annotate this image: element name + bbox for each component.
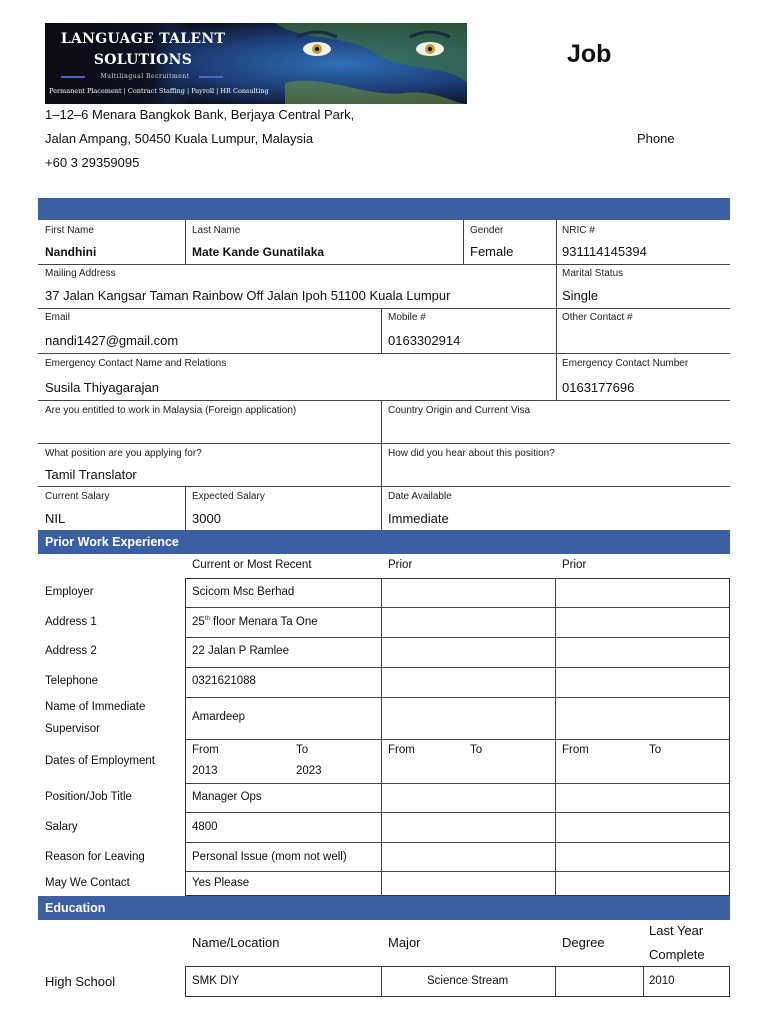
from-label-prior2: From xyxy=(562,744,589,756)
high-school-name[interactable]: SMK DIY xyxy=(192,975,240,987)
mailing-address-value[interactable]: 37 Jalan Kangsar Taman Rainbow Off Jalan Ipoh 51100 Kuala Lumpur xyxy=(45,288,451,303)
heard-about-label: How did you hear about this position? xyxy=(388,448,555,459)
divider xyxy=(185,637,730,638)
gender-value[interactable]: Female xyxy=(470,244,514,259)
document-title: Job xyxy=(567,40,612,68)
first-name-value[interactable]: Nandhini xyxy=(45,245,97,259)
address1-ordinal: th xyxy=(204,616,210,623)
divider xyxy=(185,667,730,668)
divider xyxy=(381,578,382,896)
divider xyxy=(185,486,186,530)
divider xyxy=(556,220,557,400)
emergency-contact-value[interactable]: Susila Thiyagarajan xyxy=(45,380,159,395)
address1-number: 25 xyxy=(192,616,205,628)
last-name-value[interactable]: Mate Kande Gunatilaka xyxy=(192,245,325,259)
date-available-label: Date Available xyxy=(388,491,452,502)
to-label-current: To xyxy=(296,744,309,756)
company-logo xyxy=(45,23,467,104)
emergency-contact-label: Emergency Contact Name and Relations xyxy=(45,358,227,369)
country-origin-label: Country Origin and Current Visa xyxy=(388,405,531,416)
nric-label: NRIC # xyxy=(562,225,595,236)
divider xyxy=(381,400,382,530)
row-label-salary: Salary xyxy=(45,821,78,833)
divider xyxy=(185,783,730,784)
education-band xyxy=(38,896,730,920)
from-label-prior1: From xyxy=(388,744,415,756)
divider xyxy=(185,812,730,813)
email-value[interactable]: nandi1427@gmail.com xyxy=(45,333,179,348)
row-label-may-contact: May We Contact xyxy=(45,877,130,889)
phone-label: Phone xyxy=(637,131,675,146)
divider xyxy=(185,220,186,264)
last-name-label: Last Name xyxy=(192,225,241,236)
marital-status-label: Marital Status xyxy=(562,268,624,279)
current-salary-label: Current Salary xyxy=(45,491,110,502)
row-label-job-title: Position/Job Title xyxy=(45,791,132,803)
divider xyxy=(185,739,730,740)
high-school-year[interactable]: 2010 xyxy=(649,975,675,987)
address1-current[interactable] xyxy=(192,616,318,628)
divider xyxy=(38,353,730,354)
position-value[interactable]: Tamil Translator xyxy=(45,467,137,482)
company-address-line2: Jalan Ampang, 50450 Kuala Lumpur, Malaysia xyxy=(45,131,314,146)
address2-current[interactable]: 22 Jalan P Ramlee xyxy=(192,645,289,657)
divider xyxy=(38,264,730,265)
row-label-employer: Employer xyxy=(45,586,94,598)
edu-col-year-line2: Complete xyxy=(649,947,705,962)
logo-tagline: Permanent Placement | Contract Staffing | Payroll | HR Consulting xyxy=(49,87,269,95)
edu-col-year-line1: Last Year xyxy=(649,923,704,938)
high-school-major[interactable]: Science Stream xyxy=(427,975,509,987)
salary-current[interactable]: 4800 xyxy=(192,821,218,833)
divider xyxy=(555,966,556,997)
emergency-number-value[interactable]: 0163177696 xyxy=(562,380,635,395)
divider xyxy=(463,220,464,264)
emergency-number-label: Emergency Contact Number xyxy=(562,358,689,369)
position-label: What position are you applying for? xyxy=(45,448,202,459)
logo-subtitle: Multilingual Recruitment xyxy=(100,73,190,80)
first-name-label: First Name xyxy=(45,225,94,236)
divider xyxy=(381,308,382,353)
to-label-prior1: To xyxy=(470,744,483,756)
edu-col-name: Name/Location xyxy=(192,935,280,950)
mailing-address-label: Mailing Address xyxy=(45,268,116,279)
row-label-address1: Address 1 xyxy=(45,616,97,628)
divider xyxy=(381,966,382,997)
divider xyxy=(38,308,730,309)
col-current-header: Current or Most Recent xyxy=(192,559,312,571)
address1-rest: floor Menara Ta One xyxy=(209,616,318,628)
current-salary-value[interactable]: NIL xyxy=(45,511,66,526)
may-contact-current[interactable]: Yes Please xyxy=(192,877,250,889)
row-label-supervisor-line2: Supervisor xyxy=(45,723,100,735)
divider xyxy=(185,697,730,698)
marital-status-value[interactable]: Single xyxy=(562,288,599,303)
to-label-prior2: To xyxy=(649,744,662,756)
from-label-current: From xyxy=(192,744,219,756)
work-experience-band xyxy=(38,530,730,554)
divider xyxy=(38,443,730,444)
divider xyxy=(38,400,730,401)
divider xyxy=(643,966,644,997)
to-year-current[interactable]: 2023 xyxy=(296,765,322,777)
logo-rule-right xyxy=(199,76,223,78)
divider xyxy=(185,871,730,872)
expected-salary-label: Expected Salary xyxy=(192,491,265,502)
row-label-dates: Dates of Employment xyxy=(45,755,155,767)
mobile-value[interactable]: 0163302914 xyxy=(388,333,461,348)
col-prior-header-1: Prior xyxy=(388,559,413,571)
work-entitlement-label: Are you entitled to work in Malaysia (Foreign application) xyxy=(45,405,297,416)
divider xyxy=(555,578,556,896)
date-available-value[interactable]: Immediate xyxy=(388,511,449,526)
row-label-supervisor-line1: Name of Immediate xyxy=(45,701,146,713)
logo-title: LANGUAGE TALENT SOLUTIONS xyxy=(60,31,226,68)
divider xyxy=(185,842,730,843)
divider xyxy=(38,486,730,487)
reason-current[interactable]: Personal Issue (mom not well) xyxy=(192,851,347,863)
job-title-current[interactable]: Manager Ops xyxy=(192,791,262,803)
row-label-address2: Address 2 xyxy=(45,645,97,657)
expected-salary-value[interactable]: 3000 xyxy=(192,511,221,526)
divider xyxy=(185,607,730,608)
row-label-reason: Reason for Leaving xyxy=(45,851,145,863)
from-year-current[interactable]: 2013 xyxy=(192,765,218,777)
employer-current[interactable]: Scicom Msc Berhad xyxy=(192,586,295,598)
edu-col-degree: Degree xyxy=(562,935,605,950)
company-address-line1: 1–12–6 Menara Bangkok Bank, Berjaya Central Park, xyxy=(45,107,355,122)
row-label-telephone: Telephone xyxy=(45,675,99,687)
high-school-label: High School xyxy=(45,974,116,989)
edu-col-major: Major xyxy=(388,935,421,950)
education-heading: Education xyxy=(45,901,106,915)
mobile-label: Mobile # xyxy=(388,312,426,323)
gender-label: Gender xyxy=(470,225,504,236)
other-contact-label: Other Contact # xyxy=(562,312,633,323)
telephone-current[interactable]: 0321621088 xyxy=(192,675,256,687)
supervisor-current[interactable]: Amardeep xyxy=(192,711,246,723)
col-prior-header-2: Prior xyxy=(562,559,587,571)
email-label: Email xyxy=(45,312,71,323)
company-phone-number: +60 3 29359095 xyxy=(45,155,140,170)
personal-info-band xyxy=(38,198,730,220)
work-experience-heading: Prior Work Experience xyxy=(45,535,179,549)
nric-value[interactable]: 931114145394 xyxy=(562,244,647,259)
